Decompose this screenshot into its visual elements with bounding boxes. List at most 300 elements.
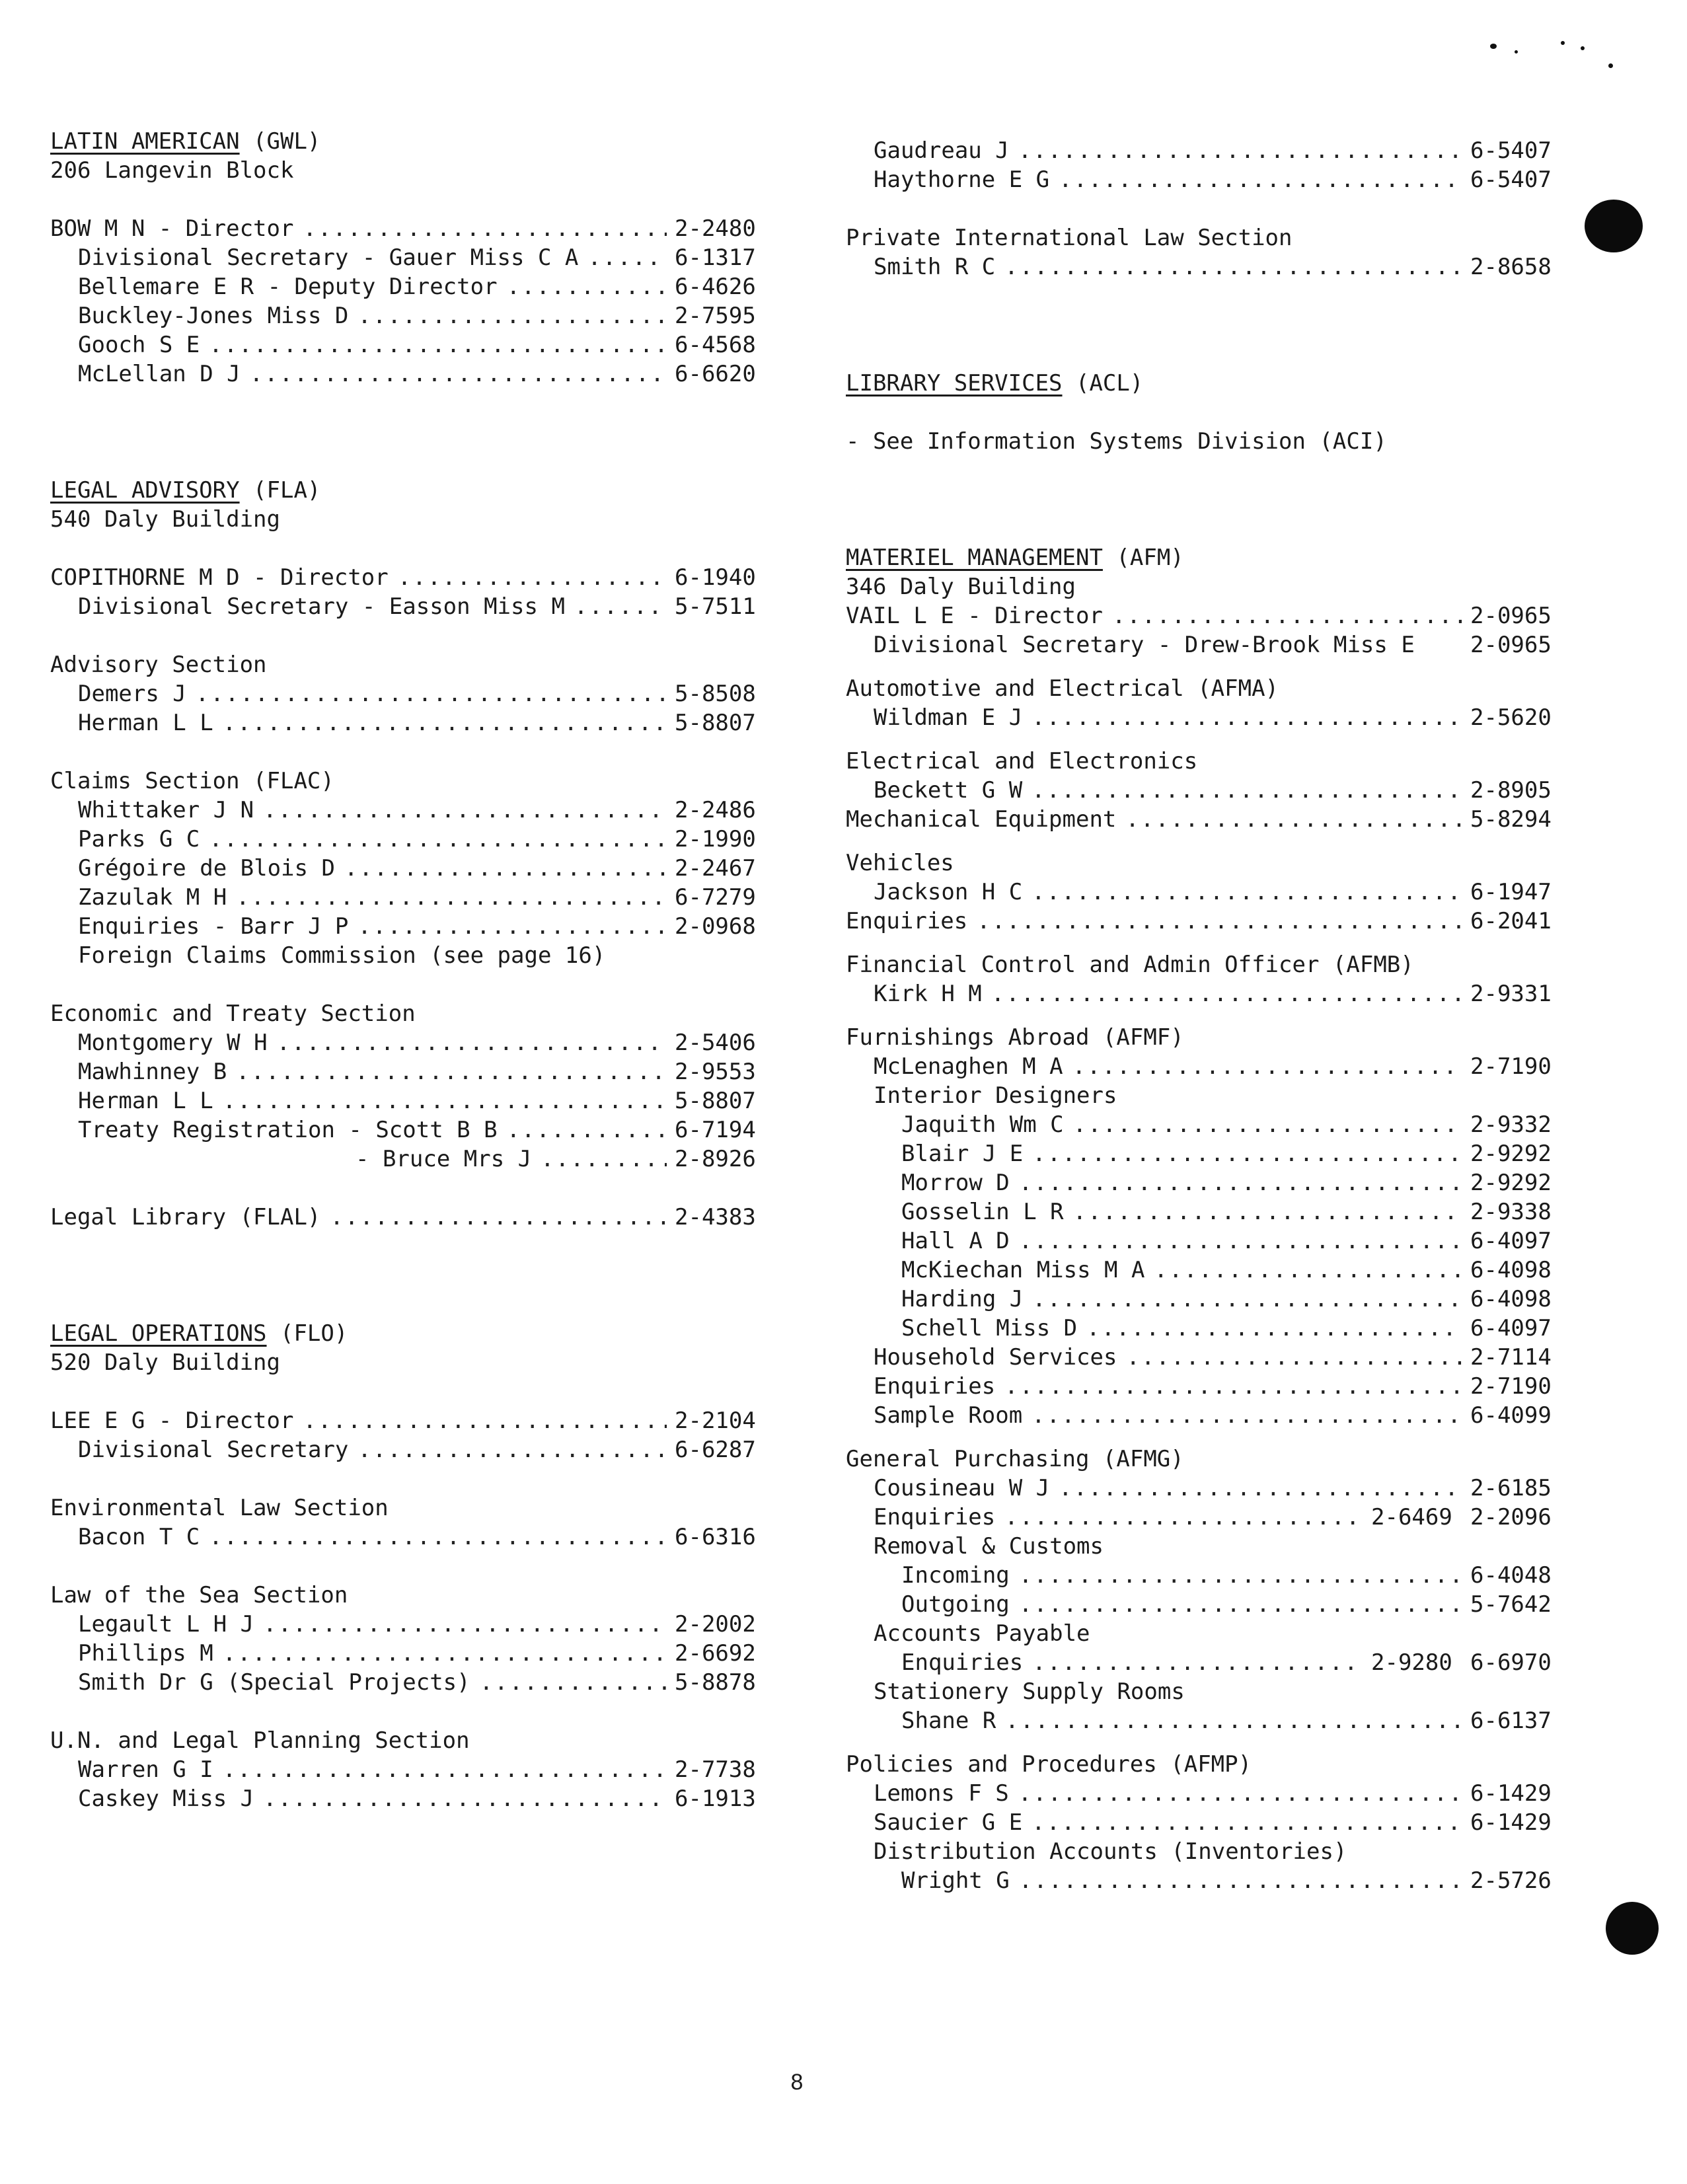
entry-name: COPITHORNE M D - Director	[50, 564, 389, 591]
entry-label: Electrical and Electronics	[846, 748, 1198, 774]
dot-leader	[574, 592, 667, 621]
entry-label: Policies and Procedures (AFMP)	[846, 1751, 1252, 1778]
directory-entry	[50, 1784, 764, 1813]
entry-label: Foreign Claims Commission (see page 16)	[78, 942, 606, 969]
dot-leader	[196, 679, 667, 708]
section-heading	[50, 127, 320, 156]
phone-number: 6-5407	[1470, 137, 1552, 164]
heading-title: LEGAL OPERATIONS	[50, 1320, 267, 1347]
entry-name: Enquiries	[874, 1373, 996, 1400]
phone-number: 6-7279	[675, 884, 756, 911]
phone-number-secondary: 2-9280	[1371, 1649, 1452, 1676]
phone-number: 2-1990	[675, 826, 756, 852]
spacer	[846, 659, 1559, 674]
section-heading	[846, 543, 1184, 572]
phone-number: 2-7190	[1470, 1053, 1552, 1080]
entry-name: Wildman E J	[874, 704, 1023, 731]
section-heading	[50, 1319, 348, 1348]
directory-entry	[50, 1639, 764, 1668]
phone-number: 6-1947	[1470, 879, 1552, 905]
entry-name: Jackson H C	[874, 879, 1023, 905]
entry-name: Enquiries - Barr J P	[78, 913, 349, 940]
dot-leader	[223, 708, 667, 737]
phone-number: 2-7738	[675, 1756, 756, 1783]
directory-entry	[846, 1256, 1559, 1285]
directory-entry	[846, 1372, 1559, 1401]
entry-name: Mechanical Equipment	[846, 806, 1117, 833]
section-heading-latin-american	[50, 127, 764, 156]
phone-number: 5-8508	[675, 681, 756, 707]
page-number: 8	[790, 2070, 804, 2095]
dot-leader	[263, 1610, 667, 1639]
dot-leader	[303, 214, 667, 243]
entry-name: Gosselin L R	[901, 1199, 1064, 1225]
dot-leader	[277, 1028, 667, 1057]
dot-leader	[1073, 1197, 1462, 1226]
directory-entry	[50, 883, 764, 912]
section-heading-legal-operations	[50, 1319, 764, 1348]
entry-name: Caskey Miss J	[78, 1786, 254, 1812]
phone-number: 2-5726	[1470, 1867, 1552, 1894]
left-column	[50, 127, 764, 1813]
dot-leader	[1086, 1314, 1462, 1343]
spacer	[50, 185, 764, 214]
spacer	[50, 1552, 764, 1581]
entry-name: Jaquith Wm C	[901, 1111, 1064, 1138]
directory-label	[50, 941, 764, 970]
entry-label: Automotive and Electrical (AFMA)	[846, 675, 1279, 702]
dot-leader	[209, 825, 667, 854]
entry-label: Interior Designers	[874, 1082, 1117, 1109]
dot-leader	[250, 359, 667, 389]
phone-number: 6-4099	[1470, 1402, 1552, 1429]
phone-number: 2-9292	[1470, 1170, 1552, 1196]
directory-label	[846, 848, 1559, 878]
spacer	[50, 389, 764, 476]
section-heading-materiel-management	[846, 543, 1559, 572]
directory-label	[50, 156, 764, 185]
directory-entry	[846, 805, 1559, 834]
directory-label	[846, 223, 1559, 252]
phone-number: 6-7194	[675, 1117, 756, 1143]
entry-name: Mawhinney B	[78, 1059, 227, 1085]
directory-entry	[846, 776, 1559, 805]
phone-number: 2-6692	[675, 1640, 756, 1667]
dot-leader	[1072, 1052, 1462, 1081]
dot-leader	[1112, 601, 1462, 630]
dot-leader	[1005, 1706, 1462, 1735]
entry-name: McLenaghen M A	[874, 1053, 1063, 1080]
dot-leader	[1004, 1503, 1363, 1532]
phone-number: 2-8658	[1470, 254, 1552, 280]
phone-number: 6-4048	[1470, 1562, 1552, 1589]
directory-entry	[50, 1145, 764, 1174]
spacer	[846, 1008, 1559, 1023]
spacer	[846, 834, 1559, 848]
directory-entry	[846, 1139, 1559, 1168]
spacer	[50, 621, 764, 650]
directory-label	[846, 674, 1559, 703]
directory-label	[846, 1837, 1559, 1866]
phone-number: 6-4568	[675, 332, 756, 358]
dot-leader	[223, 1086, 667, 1115]
directory-entry	[50, 1086, 764, 1115]
phone-number: 2-0968	[675, 913, 756, 940]
entry-name: Cousineau W J	[874, 1475, 1050, 1501]
directory-entry	[50, 1115, 764, 1145]
entry-name: Morrow D	[901, 1170, 1010, 1196]
phone-number: 6-6316	[675, 1524, 756, 1550]
dot-leader	[263, 796, 667, 825]
spacer	[50, 1232, 764, 1319]
phone-number: 2-4383	[675, 1204, 756, 1230]
phone-number: 6-6970	[1470, 1649, 1552, 1676]
directory-entry	[50, 330, 764, 359]
directory-entry	[846, 1401, 1559, 1430]
entry-name: Smith Dr G (Special Projects)	[78, 1669, 470, 1696]
dot-leader	[1019, 1866, 1462, 1895]
directory-entry	[50, 796, 764, 825]
entry-label: Advisory Section	[50, 652, 267, 678]
section-heading-library-services	[846, 369, 1559, 398]
entry-name: Grégoire de Blois D	[78, 855, 335, 882]
phone-number: 2-9338	[1470, 1199, 1552, 1225]
entry-name: Wright G	[901, 1867, 1010, 1894]
heading-title: LATIN AMERICAN	[50, 128, 240, 155]
entry-label: 540 Daly Building	[50, 506, 280, 533]
directory-label	[50, 1348, 764, 1377]
directory-entry	[50, 825, 764, 854]
dot-leader	[541, 1145, 667, 1174]
entry-label: Law of the Sea Section	[50, 1582, 348, 1608]
phone-number: 6-4626	[675, 274, 756, 300]
directory-label	[50, 505, 764, 534]
heading-code: (FLO)	[266, 1320, 348, 1347]
directory-label	[50, 1581, 764, 1610]
entry-name: Gaudreau J	[874, 137, 1009, 164]
spacer	[846, 1735, 1559, 1750]
punch-hole-top	[1585, 200, 1643, 252]
spacer	[846, 936, 1559, 950]
dot-leader	[1019, 1590, 1462, 1619]
entry-name: Sample Room	[874, 1402, 1023, 1429]
dot-leader	[303, 1406, 667, 1435]
directory-label	[846, 427, 1559, 456]
dot-leader	[398, 563, 667, 592]
spacer	[50, 1464, 764, 1493]
entry-name: Outgoing	[901, 1591, 1010, 1618]
directory-entry	[50, 301, 764, 330]
entry-label: Furnishings Abroad (AFMF)	[846, 1024, 1184, 1051]
entry-name: McLellan D J	[78, 361, 241, 387]
phone-number: 6-4097	[1470, 1315, 1552, 1341]
directory-label	[846, 1445, 1559, 1474]
phone-number: 2-9331	[1470, 981, 1552, 1007]
directory-entry	[50, 679, 764, 708]
dot-leader	[1004, 252, 1462, 282]
directory-label	[846, 950, 1559, 979]
directory-entry	[846, 601, 1559, 630]
phone-number: 2-9553	[675, 1059, 756, 1085]
phone-number: 2-2467	[675, 855, 756, 882]
entry-name: Beckett G W	[874, 777, 1023, 804]
phone-number: 6-1913	[675, 1786, 756, 1812]
dot-leader	[357, 301, 667, 330]
spacer	[846, 1430, 1559, 1445]
entry-name: Montgomery W H	[78, 1030, 268, 1056]
entry-name: Schell Miss D	[901, 1315, 1078, 1341]
directory-entry	[846, 1110, 1559, 1139]
entry-label: Vehicles	[846, 850, 954, 876]
directory-entry	[846, 1706, 1559, 1735]
phone-number: 2-9292	[1470, 1141, 1552, 1167]
dot-leader	[1059, 165, 1462, 194]
directory-entry	[846, 1866, 1559, 1895]
entry-name: Enquiries	[901, 1649, 1024, 1676]
heading-code: (FLA)	[239, 477, 321, 504]
phone-number: 2-8905	[1470, 777, 1552, 804]
directory-entry	[846, 1168, 1559, 1197]
phone-number: 6-1429	[1470, 1780, 1552, 1807]
dot-leader	[1032, 1285, 1462, 1314]
dot-leader	[1032, 1139, 1462, 1168]
phone-number: 5-8294	[1470, 806, 1552, 833]
entry-name: Household Services	[874, 1344, 1117, 1371]
directory-entry	[50, 563, 764, 592]
entry-name: Smith R C	[874, 254, 996, 280]
entry-name: Bacon T C	[78, 1524, 200, 1550]
entry-name: - Bruce Mrs J	[356, 1146, 532, 1172]
entry-name: Herman L L	[78, 710, 213, 736]
phone-number: 6-1429	[1470, 1809, 1552, 1836]
entry-name: Lemons F S	[874, 1780, 1009, 1807]
directory-entry	[846, 1343, 1559, 1372]
phone-number: 6-6137	[1470, 1708, 1552, 1734]
directory-entry	[846, 252, 1559, 282]
entry-name: Blair J E	[901, 1141, 1024, 1167]
dot-leader	[223, 1639, 667, 1668]
directory-entry	[50, 272, 764, 301]
dot-leader	[236, 1057, 667, 1086]
heading-code: (ACL)	[1062, 370, 1144, 396]
dot-leader	[223, 1755, 667, 1784]
entry-name: Harding J	[901, 1286, 1024, 1312]
entry-name: Divisional Secretary - Easson Miss M	[78, 593, 565, 620]
spacer	[846, 456, 1559, 543]
dot-leader	[1019, 1168, 1462, 1197]
phone-number: 6-5407	[1470, 167, 1552, 193]
directory-entry	[50, 243, 764, 272]
phone-number: 2-7190	[1470, 1373, 1552, 1400]
directory-label	[50, 999, 764, 1028]
directory-entry	[50, 1668, 764, 1697]
entry-name: Parks G C	[78, 826, 200, 852]
directory-entry	[846, 1285, 1559, 1314]
directory-entry	[50, 912, 764, 941]
phone-number: 5-8878	[675, 1669, 756, 1696]
directory-label	[846, 1750, 1559, 1779]
phone-number: 2-2480	[675, 215, 756, 242]
phone-number: 2-5406	[675, 1030, 756, 1056]
dot-leader	[330, 1203, 667, 1232]
dot-leader	[1031, 878, 1462, 907]
entry-name: Shane R	[901, 1708, 996, 1734]
section-heading	[846, 369, 1143, 398]
phone-number: 6-1317	[675, 245, 756, 271]
dot-leader	[1031, 776, 1462, 805]
dot-leader	[344, 854, 667, 883]
entry-name: McKiechan Miss M A	[901, 1257, 1145, 1283]
entry-name: Legault L H J	[78, 1611, 254, 1638]
directory-entry	[50, 1435, 764, 1464]
directory-entry	[846, 1590, 1559, 1619]
spacer	[50, 1174, 764, 1203]
directory-entry	[50, 1610, 764, 1639]
dot-leader	[587, 243, 667, 272]
speck	[1515, 50, 1518, 54]
spacer	[50, 1697, 764, 1726]
directory-label	[846, 1619, 1559, 1648]
entry-name: Herman L L	[78, 1088, 213, 1114]
entry-name: Phillips M	[78, 1640, 213, 1667]
phone-number: 2-7595	[675, 303, 756, 329]
dot-leader	[357, 912, 667, 941]
directory-entry	[846, 1474, 1559, 1503]
spacer	[50, 970, 764, 999]
entry-name: Legal Library (FLAL)	[50, 1204, 321, 1230]
right-column	[846, 136, 1559, 1895]
directory-label	[846, 572, 1559, 601]
directory-entry	[846, 136, 1559, 165]
heading-title: LEGAL ADVISORY	[50, 477, 240, 504]
spacer	[50, 534, 764, 563]
directory-entry	[846, 1503, 1559, 1532]
dot-leader	[1031, 1808, 1462, 1837]
directory-entry	[846, 878, 1559, 907]
entry-name: Enquiries	[874, 1504, 996, 1530]
spacer	[50, 1377, 764, 1406]
entry-name: LEE E G - Director	[50, 1408, 294, 1434]
dot-leader	[977, 907, 1462, 936]
dot-leader	[209, 1523, 667, 1552]
phone-number: 2-2486	[675, 797, 756, 823]
heading-code: (GWL)	[239, 128, 321, 155]
phone-number: 6-4098	[1470, 1257, 1552, 1283]
dot-leader	[507, 1115, 667, 1145]
entry-name: Saucier G E	[874, 1809, 1023, 1836]
phone-number: 6-1940	[675, 564, 756, 591]
directory-entry	[846, 1779, 1559, 1808]
directory-entry	[50, 359, 764, 389]
entry-name: Zazulak M H	[78, 884, 227, 911]
punch-hole-bottom	[1606, 1902, 1659, 1955]
directory-entry	[846, 1648, 1559, 1677]
dot-leader	[991, 979, 1462, 1008]
entry-label: 520 Daly Building	[50, 1349, 280, 1376]
entry-name: Divisional Secretary - Gauer Miss C A	[78, 245, 579, 271]
dot-leader	[357, 1435, 667, 1464]
dot-leader	[263, 1784, 667, 1813]
dot-leader	[1019, 1226, 1462, 1256]
directory-entry	[846, 1197, 1559, 1226]
phone-number: 2-2096	[1470, 1504, 1552, 1530]
directory-entry	[846, 1561, 1559, 1590]
dot-leader	[1154, 1256, 1462, 1285]
phone-number: 2-2002	[675, 1611, 756, 1638]
phone-number: 2-0965	[1470, 632, 1552, 658]
heading-title: MATERIEL MANAGEMENT	[846, 545, 1103, 571]
dot-leader	[1073, 1110, 1462, 1139]
speck	[1581, 46, 1585, 50]
phone-number: 2-8926	[675, 1146, 756, 1172]
dot-leader	[1004, 1372, 1462, 1401]
heading-code: (AFM)	[1102, 545, 1184, 571]
entry-label: 206 Langevin Block	[50, 157, 294, 184]
dot-leader	[507, 272, 667, 301]
directory-label	[846, 747, 1559, 776]
directory-entry	[846, 703, 1559, 732]
phone-number: 2-2104	[675, 1408, 756, 1434]
directory-entry	[50, 1203, 764, 1232]
directory-entry	[846, 630, 1559, 659]
entry-label: - See Information Systems Division (ACI)	[846, 428, 1387, 455]
directory-entry	[846, 907, 1559, 936]
dot-leader	[209, 330, 667, 359]
entry-name: BOW M N - Director	[50, 215, 294, 242]
entry-name: Whittaker J N	[78, 797, 254, 823]
entry-name: Kirk H M	[874, 981, 982, 1007]
directory-entry	[50, 214, 764, 243]
speck	[1490, 44, 1497, 49]
entry-name: Warren G I	[78, 1756, 213, 1783]
directory-entry	[50, 708, 764, 737]
entry-name: VAIL L E - Director	[846, 603, 1103, 629]
speck	[1561, 41, 1565, 45]
phone-number: 2-5620	[1470, 704, 1552, 731]
entry-name: Treaty Registration - Scott B B	[78, 1117, 498, 1143]
entry-name: Incoming	[901, 1562, 1010, 1589]
directory-label	[50, 767, 764, 796]
entry-name: Hall A D	[901, 1228, 1010, 1254]
heading-title: LIBRARY SERVICES	[846, 370, 1063, 396]
directory-label	[846, 1023, 1559, 1052]
speck	[1608, 63, 1613, 68]
directory-label	[50, 1493, 764, 1523]
dot-leader	[480, 1668, 667, 1697]
phone-number: 6-4098	[1470, 1286, 1552, 1312]
directory-entry	[50, 1755, 764, 1784]
dot-leader	[1019, 1561, 1462, 1590]
directory-entry	[50, 1406, 764, 1435]
entry-label: Private International Law Section	[846, 225, 1293, 251]
directory-entry	[50, 1057, 764, 1086]
dot-leader	[1018, 1779, 1462, 1808]
dot-leader	[1032, 1648, 1363, 1677]
phone-number: 5-7511	[675, 593, 756, 620]
phone-number: 5-8807	[675, 710, 756, 736]
section-heading-legal-advisory	[50, 476, 764, 505]
directory-entry	[846, 1808, 1559, 1837]
spacer	[50, 737, 764, 767]
directory-entry	[50, 1523, 764, 1552]
phone-number-secondary: 2-6469	[1371, 1504, 1452, 1530]
directory-label	[50, 650, 764, 679]
entry-name: Demers J	[78, 681, 186, 707]
phone-number: 2-0965	[1470, 603, 1552, 629]
phone-number: 2-6185	[1470, 1475, 1552, 1501]
directory-label	[846, 1677, 1559, 1706]
phone-number: 6-2041	[1470, 908, 1552, 934]
